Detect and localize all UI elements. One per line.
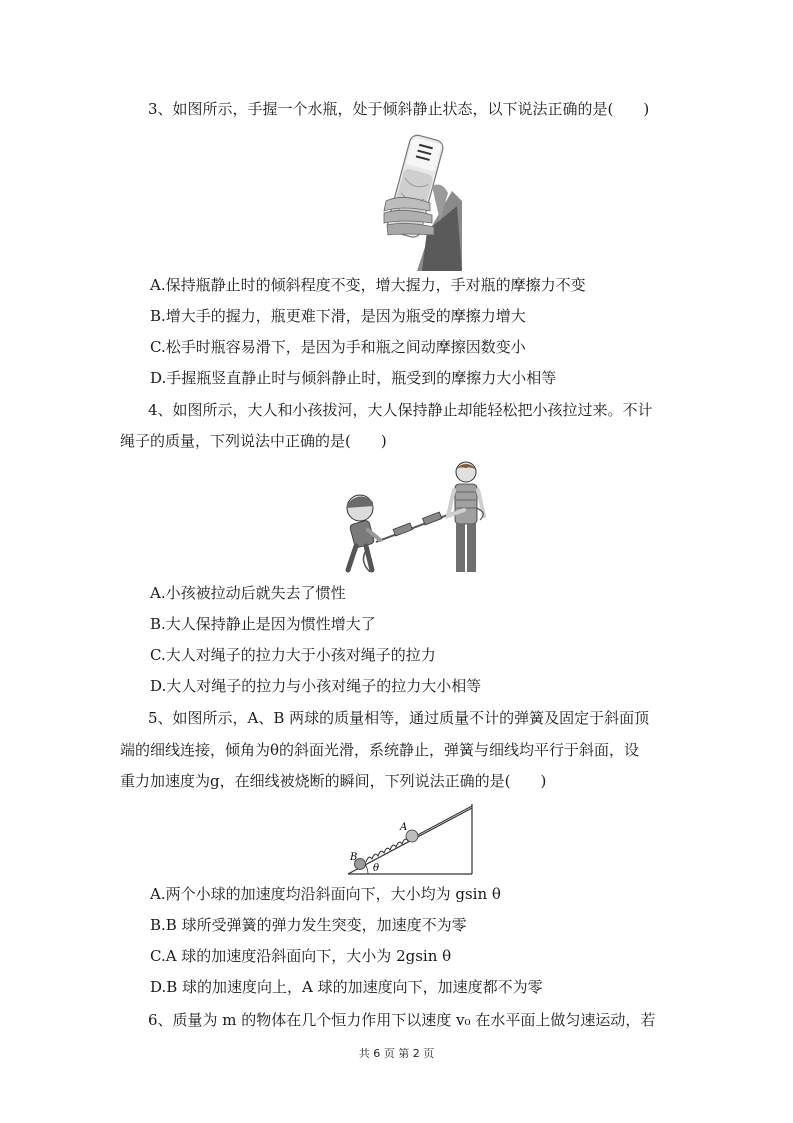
q4-option-a: A.小孩被拉动后就失去了惯性 bbox=[150, 584, 346, 602]
q4-stem-line2: 绳子的质量，下列说法中正确的是( ) bbox=[120, 432, 387, 450]
hand-holding-bottle-figure bbox=[372, 131, 462, 271]
incline-spring-figure bbox=[340, 802, 480, 880]
tug-of-war-figure bbox=[338, 460, 488, 580]
q5-option-c: C.A 球的加速度沿斜面向下，大小为 2gsin θ bbox=[150, 947, 452, 965]
adult-figure bbox=[448, 462, 484, 572]
q5-stem-line2: 端的细线连接，倾角为θ的斜面光滑，系统静止，弹簧与细线均平行于斜面，设 bbox=[120, 741, 640, 759]
q4-option-c: C.大人对绳子的拉力大于小孩对绳子的拉力 bbox=[150, 646, 436, 664]
q6-stem-line1: 6、质量为 m 的物体在几个恒力作用下以速度 v₀ 在水平面上做匀速运动，若 bbox=[148, 1011, 656, 1029]
ball-b-label: B bbox=[350, 852, 358, 863]
q3-stem: 3、如图所示，手握一个水瓶，处于倾斜静止状态，以下说法正确的是( ) bbox=[148, 100, 650, 118]
q4-stem-line1: 4、如图所示，大人和小孩拔河，大人保持静止却能轻松把小孩拉过来。不计 bbox=[148, 401, 653, 419]
ball-a bbox=[406, 830, 418, 842]
q5-option-b: B.B 球所受弹簧的弹力发生突变，加速度不为零 bbox=[150, 916, 467, 934]
angle-label: θ bbox=[373, 863, 380, 874]
page-footer: 共 6 页 第 2 页 bbox=[358, 1047, 435, 1060]
q5-stem-line3: 重力加速度为g，在细线被烧断的瞬间，下列说法正确的是( ) bbox=[120, 772, 547, 790]
q3-option-c: C.松手时瓶容易滑下，是因为手和瓶之间动摩擦因数变小 bbox=[150, 338, 526, 356]
ball-a-label: A bbox=[400, 822, 408, 833]
q5-option-a: A.两个小球的加速度均沿斜面向下，大小均为 gsin θ bbox=[150, 885, 501, 903]
spring bbox=[366, 839, 408, 862]
q5-stem-line1: 5、如图所示，A、B 两球的质量相等，通过质量不计的弹簧及固定于斜面顶 bbox=[148, 709, 650, 727]
q3-option-d: D.手握瓶竖直静止时与倾斜静止时，瓶受到的摩擦力大小相等 bbox=[150, 369, 557, 387]
q5-option-d: D.B 球的加速度向上，A 球的加速度向下，加速度都不为零 bbox=[150, 978, 543, 996]
q3-option-b: B.增大手的握力，瓶更难下滑，是因为瓶受的摩擦力增大 bbox=[150, 307, 526, 325]
q4-option-d: D.大人对绳子的拉力与小孩对绳子的拉力大小相等 bbox=[150, 677, 482, 695]
thread bbox=[412, 806, 472, 838]
q4-option-b: B.大人保持静止是因为惯性增大了 bbox=[150, 615, 376, 633]
q3-option-a: A.保持瓶静止时的倾斜程度不变，增大握力，手对瓶的摩擦力不变 bbox=[150, 276, 586, 294]
